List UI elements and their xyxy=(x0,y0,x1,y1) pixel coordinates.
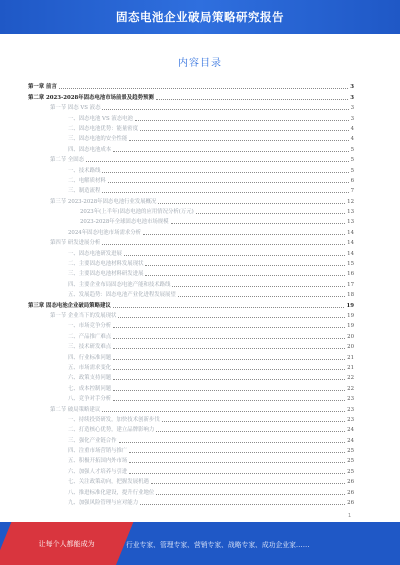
footer-red-band xyxy=(0,522,133,565)
toc-entry-page: 3 xyxy=(350,84,354,91)
toc-entry-text: 一、市场竞争分析 xyxy=(68,323,112,330)
toc-entry-text: 第一节 固态 VS 液态 xyxy=(50,105,101,112)
toc-leader-dots xyxy=(113,390,345,391)
toc-entry-text: 六、政策支持问题 xyxy=(68,375,112,382)
toc-entry[interactable] xyxy=(28,402,354,412)
toc-entry-text: 四、注重市场营销与推广 xyxy=(68,448,128,455)
toc-entry[interactable] xyxy=(28,194,354,204)
toc-entry-page: 14 xyxy=(347,229,354,236)
toc-leader-dots xyxy=(162,421,345,422)
toc-entry-page: 22 xyxy=(347,375,354,382)
toc-entry[interactable] xyxy=(28,444,354,454)
toc-entry-text: 第一节 企业当下的发展现状 xyxy=(50,312,117,319)
toc-entry[interactable] xyxy=(28,319,354,329)
toc-entry-text: 2023-2028年全球固态电池市场规模 xyxy=(80,219,169,226)
footer-banner xyxy=(0,522,400,565)
toc-leader-dots xyxy=(129,452,345,453)
toc-leader-dots xyxy=(113,307,345,308)
toc-entry-page: 19 xyxy=(347,323,354,330)
toc-entry-text: 第三节 2023-2028年固态电池行业发展概况 xyxy=(50,198,157,205)
toc-entry[interactable] xyxy=(28,277,354,287)
toc-leader-dots xyxy=(151,483,345,484)
toc-entry-page: 5 xyxy=(350,146,354,153)
toc-entry-text: 四、固态电池成本 xyxy=(68,146,112,153)
toc-entry[interactable] xyxy=(28,246,354,256)
toc-entry-text: 四、行业标准问题 xyxy=(68,354,112,361)
toc-leader-dots xyxy=(102,172,348,173)
toc-entry-text: 三、制造流程 xyxy=(68,188,101,195)
toc-entry-text: 三、固态电池的安全性能 xyxy=(68,136,128,143)
toc-entry[interactable] xyxy=(28,80,354,90)
toc-entry-page: 12 xyxy=(347,198,354,205)
toc-entry[interactable] xyxy=(28,225,354,235)
toc-entry-page: 26 xyxy=(347,479,354,486)
toc-entry[interactable] xyxy=(28,142,354,152)
toc-leader-dots xyxy=(59,88,348,89)
toc-entry-page: 25 xyxy=(347,468,354,475)
toc-entry[interactable] xyxy=(28,288,354,298)
toc-entry-text: 五、市场需求变化 xyxy=(68,364,112,371)
toc-entry-text: 九、加强风险管理与应对能力 xyxy=(68,500,139,507)
toc-leader-dots xyxy=(102,192,348,193)
toc-entry-page: 3 xyxy=(350,115,354,122)
toc-entry[interactable] xyxy=(28,90,354,100)
toc-leader-dots xyxy=(140,130,348,131)
toc-entry-page: 23 xyxy=(347,396,354,403)
toc-entry[interactable] xyxy=(28,371,354,381)
toc-entry[interactable] xyxy=(28,205,354,215)
toc-entry[interactable] xyxy=(28,423,354,433)
toc-leader-dots xyxy=(113,369,345,370)
toc-leader-dots xyxy=(172,286,345,287)
toc-leader-dots xyxy=(145,275,345,276)
toc-entry-page: 20 xyxy=(347,333,354,340)
toc-entry-text: 四、主要企业布局固态电池产能和技术路线 xyxy=(68,281,171,288)
toc-entry-page: 14 xyxy=(347,240,354,247)
toc-entry-text: 二、主要固态电池材料发展现状 xyxy=(68,261,144,268)
toc-entry[interactable] xyxy=(28,298,354,308)
toc-leader-dots xyxy=(118,317,345,318)
toc-entry-page: 4 xyxy=(350,136,354,143)
toc-entry-page: 15 xyxy=(347,261,354,268)
toc-entry-page: 25 xyxy=(347,448,354,455)
toc-leader-dots xyxy=(171,223,346,224)
toc-leader-dots xyxy=(158,203,345,204)
toc-entry[interactable] xyxy=(28,257,354,267)
toc-entry[interactable] xyxy=(28,392,354,402)
toc-entry-page: 16 xyxy=(347,271,354,278)
toc-leader-dots xyxy=(156,494,345,495)
toc-entry-page: 6 xyxy=(350,177,354,184)
toc-entry-page: 22 xyxy=(347,385,354,392)
toc-entry-text: 七、成本控制问题 xyxy=(68,385,112,392)
toc-entry-page: 24 xyxy=(347,437,354,444)
toc-leader-dots xyxy=(129,473,345,474)
toc-entry-page: 13 xyxy=(347,219,354,226)
toc-leader-dots xyxy=(113,359,345,360)
toc-leader-dots xyxy=(196,213,345,214)
report-header xyxy=(0,0,400,34)
toc-leader-dots xyxy=(156,431,345,432)
toc-entry-text: 六、加强人才培养与引进 xyxy=(68,468,128,475)
toc-entry-page: 20 xyxy=(347,344,354,351)
toc-entry-text: 第一章 前言 xyxy=(28,84,57,91)
toc-entry-text: 2024年固态电池市场需求分析 xyxy=(68,229,142,236)
toc-title: 内容目录 xyxy=(178,58,222,69)
toc-entry[interactable] xyxy=(28,340,354,350)
toc-entry-page: 5 xyxy=(350,157,354,164)
toc-entry[interactable] xyxy=(28,132,354,142)
toc-entry-text: 三、技术研发难点 xyxy=(68,344,112,351)
toc-entry-page: 26 xyxy=(347,500,354,507)
toc-entry-text: 二、电解质材料 xyxy=(68,177,106,184)
toc-leader-dots xyxy=(113,400,345,401)
toc-entry-page: 3 xyxy=(350,105,354,112)
report-title: 固态电池企业破局策略研究报告 xyxy=(116,10,284,24)
toc-entry-page: 3 xyxy=(350,94,354,101)
toc-entry[interactable] xyxy=(28,485,354,495)
toc-entry-text: 二、固态电池优势：能量密度 xyxy=(68,125,139,132)
toc-leader-dots xyxy=(140,504,345,505)
toc-entry-text: 三、主要固态电池材料研发进展 xyxy=(68,271,144,278)
toc-leader-dots xyxy=(113,151,348,152)
toc-leader-dots xyxy=(145,265,345,266)
toc-entry-page: 14 xyxy=(347,250,354,257)
toc-entry-text: 2023年(上半年)固态电池的应用情况分析(万元) xyxy=(80,209,194,216)
toc-leader-dots xyxy=(135,120,349,121)
toc-entry[interactable] xyxy=(28,215,354,225)
toc-entry-text: 八、推进标准化建设，提升行业地位 xyxy=(68,489,155,496)
toc-entry-page: 23 xyxy=(347,406,354,413)
toc-entry[interactable] xyxy=(28,413,354,423)
toc-leader-dots xyxy=(108,182,349,183)
toc-entry-text: 第二节 全固态 xyxy=(50,157,85,164)
footer-roles: 行业专家、管理专家、营销专家、战略专家、成功企业家…… xyxy=(126,540,310,549)
toc-entry[interactable] xyxy=(28,464,354,474)
toc-entry[interactable] xyxy=(28,111,354,121)
toc-leader-dots xyxy=(113,338,345,339)
toc-entry-text: 第二章 2023-2028年固态电池市场前景及趋势预测 xyxy=(28,94,154,101)
toc-leader-dots xyxy=(129,462,345,463)
toc-entry[interactable] xyxy=(28,496,354,506)
toc-entry-page: 21 xyxy=(347,364,354,371)
toc-entry-text: 一、固态电池研发进展 xyxy=(68,250,122,257)
toc-entry-text: 二、打造核心优势，建立品牌影响力 xyxy=(68,427,155,434)
toc-leader-dots xyxy=(113,379,345,380)
toc-entry[interactable] xyxy=(28,309,354,319)
toc-entry-text: 八、竞争对手分析 xyxy=(68,396,112,403)
toc-entry-text: 二、产品推广难点 xyxy=(68,333,112,340)
toc-entry[interactable] xyxy=(28,153,354,163)
toc-entry[interactable] xyxy=(28,433,354,443)
footer-slogan: 让每个人都能成为 xyxy=(38,539,95,548)
toc-entry-text: 一、固态电池 VS 液态电池 xyxy=(68,115,133,122)
toc-entry[interactable] xyxy=(28,174,354,184)
toc-leader-dots xyxy=(119,442,346,443)
toc-leader-dots xyxy=(102,109,348,110)
table-of-contents xyxy=(28,80,354,506)
toc-leader-dots xyxy=(86,161,349,162)
toc-entry-text: 第二节 破局策略建议 xyxy=(50,406,101,413)
toc-leader-dots xyxy=(102,411,345,412)
toc-entry-page: 4 xyxy=(350,125,354,132)
toc-leader-dots xyxy=(143,234,345,235)
toc-entry[interactable] xyxy=(28,454,354,464)
toc-entry-text: 第四节 研发进展分析 xyxy=(50,240,101,247)
toc-entry-page: 5 xyxy=(350,167,354,174)
toc-entry[interactable] xyxy=(28,184,354,194)
toc-leader-dots xyxy=(124,255,345,256)
toc-entry[interactable] xyxy=(28,475,354,485)
toc-entry-text: 五、发展趋势：固态电池产业化进程发展展望 xyxy=(68,292,176,299)
toc-leader-dots xyxy=(178,296,345,297)
toc-leader-dots xyxy=(113,327,345,328)
toc-entry-page: 25 xyxy=(347,458,354,465)
toc-leader-dots xyxy=(113,348,345,349)
toc-entry-page: 13 xyxy=(347,209,354,216)
toc-entry-page: 18 xyxy=(347,292,354,299)
toc-entry-text: 五、积极开拓国内外市场 xyxy=(68,458,128,465)
toc-entry-text: 第三章 固态电池企业破局策略建议 xyxy=(28,302,111,309)
toc-entry[interactable] xyxy=(28,381,354,391)
toc-entry-page: 24 xyxy=(347,427,354,434)
toc-entry[interactable] xyxy=(28,267,354,277)
toc-entry-page: 23 xyxy=(347,416,354,423)
toc-entry-text: 三、强化产业链合作 xyxy=(68,437,117,444)
toc-entry[interactable] xyxy=(28,361,354,371)
toc-leader-dots xyxy=(156,99,348,100)
toc-entry[interactable] xyxy=(28,236,354,246)
toc-entry[interactable] xyxy=(28,350,354,360)
toc-entry[interactable] xyxy=(28,329,354,339)
toc-entry-page: 21 xyxy=(347,354,354,361)
page-number: 1 xyxy=(348,513,352,519)
toc-entry-text: 七、关注政策动向，把握发展机遇 xyxy=(68,479,149,486)
toc-entry-page: 17 xyxy=(347,281,354,288)
toc-entry-text: 一、技术路线 xyxy=(68,167,101,174)
toc-leader-dots xyxy=(102,244,345,245)
toc-entry-text: 一、持续投资研发，加快技术创新步伐 xyxy=(68,416,160,423)
toc-entry-page: 7 xyxy=(350,188,354,195)
toc-entry-page: 19 xyxy=(346,302,354,309)
toc-entry-page: 19 xyxy=(347,312,354,319)
toc-entry[interactable] xyxy=(28,163,354,173)
toc-entry-page: 26 xyxy=(347,489,354,496)
toc-entry[interactable] xyxy=(28,122,354,132)
toc-leader-dots xyxy=(129,140,348,141)
toc-entry[interactable] xyxy=(28,101,354,111)
